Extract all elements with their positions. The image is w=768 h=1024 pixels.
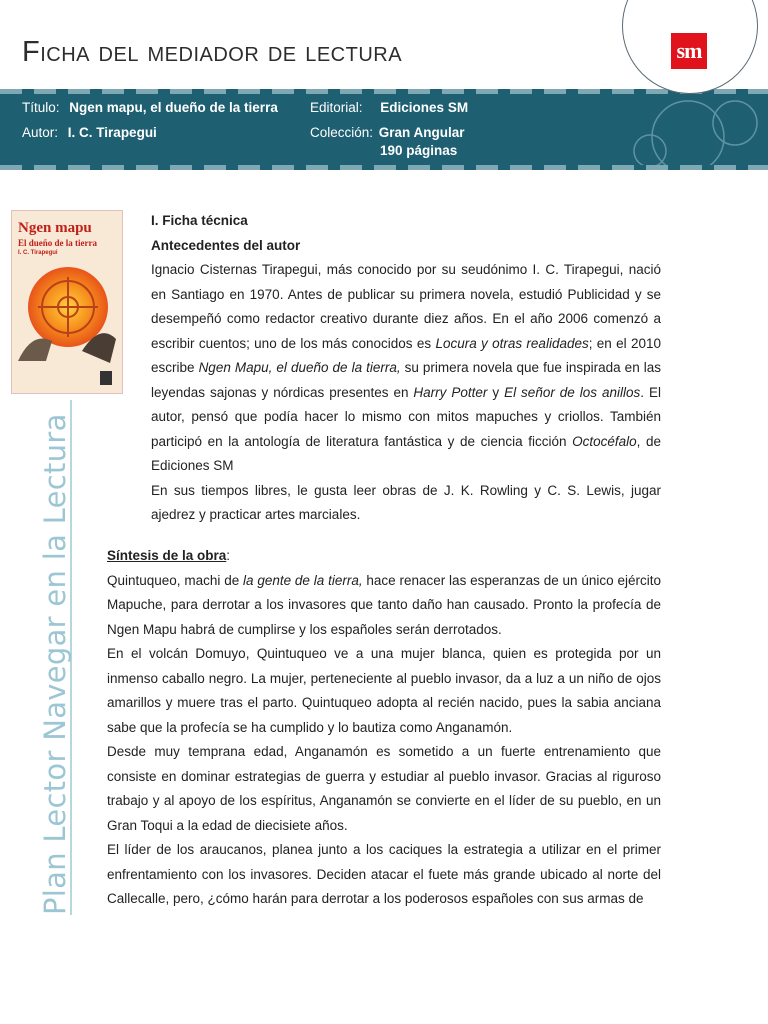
sintesis-paragraph-2: En el volcán Domuyo, Quintuqueo ve a una mujer blanca, quien es protegida por un inmenso caballo negro. La mujer, perteneciente al pueblo invasor, da a luz a un niño de ojos amarillos y muere tras el parto. Quintuqueo adopta al recién nacido, pues la sabia anciana sabe que la profecía se ha cumplido y lo bautiza como Anganamón. <box>107 646 661 735</box>
sintesis-paragraph-3: Desde muy temprana edad, Anganamón es sometido a un fuerte entrenamiento que consiste en dominar estrategias de guerra y estudiar al pueblo invasor. Gracias al riguroso trabajo y al apoyo de los espíritus, Anganamón se convierte en el líder de su pueblo, en un Gran Toqui a la edad de diecisiete años. <box>107 744 661 833</box>
sintesis-heading-line: Síntesis de la obra: <box>107 548 231 563</box>
ficha-tecnica <box>151 209 661 528</box>
book-cover <box>11 210 123 394</box>
cover-author: I. C. Tirapegui <box>18 250 58 256</box>
cover-title: Ngen mapu <box>18 220 92 236</box>
sintesis-paragraph-4: El líder de los araucanos, planea junto a los caciques la estrategia a utilizar en el primer enfrentamiento con los invasores. Deciden atacar el fuete más grande ubicado al norte del Callecalle, pero, ¿cómo harán para derrotar a los poderosos españoles con sus armas de <box>107 842 661 906</box>
cover-illustration <box>12 211 122 393</box>
sintesis-heading: Síntesis de la obra <box>107 548 227 563</box>
antecedentes-paragraph: Ignacio Cisternas Tirapegui, más conocido por su seudónimo I. C. Tirapegui, nació en Santiago en 1970. Antes de publicar su primera novela, estudió Publicidad y se desempeñó como redactor creativo durante diez años. En el año 2006 comenzó a escribir cuentos; uno de los más conocidos es Locura y otras realidades; en el 2010 escribe Ngen Mapu, el dueño de la tierra, su primera novela que fue inspirada en las leyendas sajonas y nórdicas presentes en Harry Potter y El señor de los anillos. El autor, pensó que podía hacer lo mismo con mitos mapuches y criollos. También participó en la antología de literatura fantástica y de ciencia ficción Octocéfalo, de Ediciones SM <box>151 262 661 473</box>
sm-logo: sm <box>671 33 707 69</box>
coleccion-label: Colección: <box>310 125 374 140</box>
autor-value: I. C. Tirapegui <box>67 125 157 140</box>
band-bottom-dots <box>0 165 768 170</box>
titulo-value: Ngen mapu, el dueño de la tierra <box>69 100 278 115</box>
sintesis <box>107 544 661 912</box>
hobbies-paragraph: En sus tiempos libres, le gusta leer obras de J. K. Rowling y C. S. Lewis, jugar ajedrez y practicar artes marciales. <box>151 482 661 522</box>
antecedentes-heading: Antecedentes del autor <box>151 237 301 253</box>
editorial-value: Ediciones SM <box>380 100 469 115</box>
editorial-label: Editorial: <box>310 100 363 115</box>
sidebar-vertical-text: Plan Lector Navegar en la Lectura <box>38 413 72 915</box>
info-band <box>0 89 768 170</box>
cover-subtitle: El dueño de la tierra <box>18 238 97 248</box>
coleccion-value: Gran Angular <box>378 125 465 140</box>
page-title: Ficha del mediador de lectura <box>22 36 403 68</box>
autor-label: Autor: <box>22 125 59 140</box>
paginas-value: 190 páginas <box>380 143 458 158</box>
section-heading: I. Ficha técnica <box>151 213 248 228</box>
titulo-label: Título: <box>22 100 60 115</box>
sintesis-paragraph-1: Quintuqueo, machi de la gente de la tierra, hace renacer las esperanzas de un único ejército Mapuche, para derrotar a los invasores que tanto daño han causado. Pronto la profecía de Ngen Mapu habrá de cumplirse y los españoles serán derrotados. <box>107 572 661 637</box>
